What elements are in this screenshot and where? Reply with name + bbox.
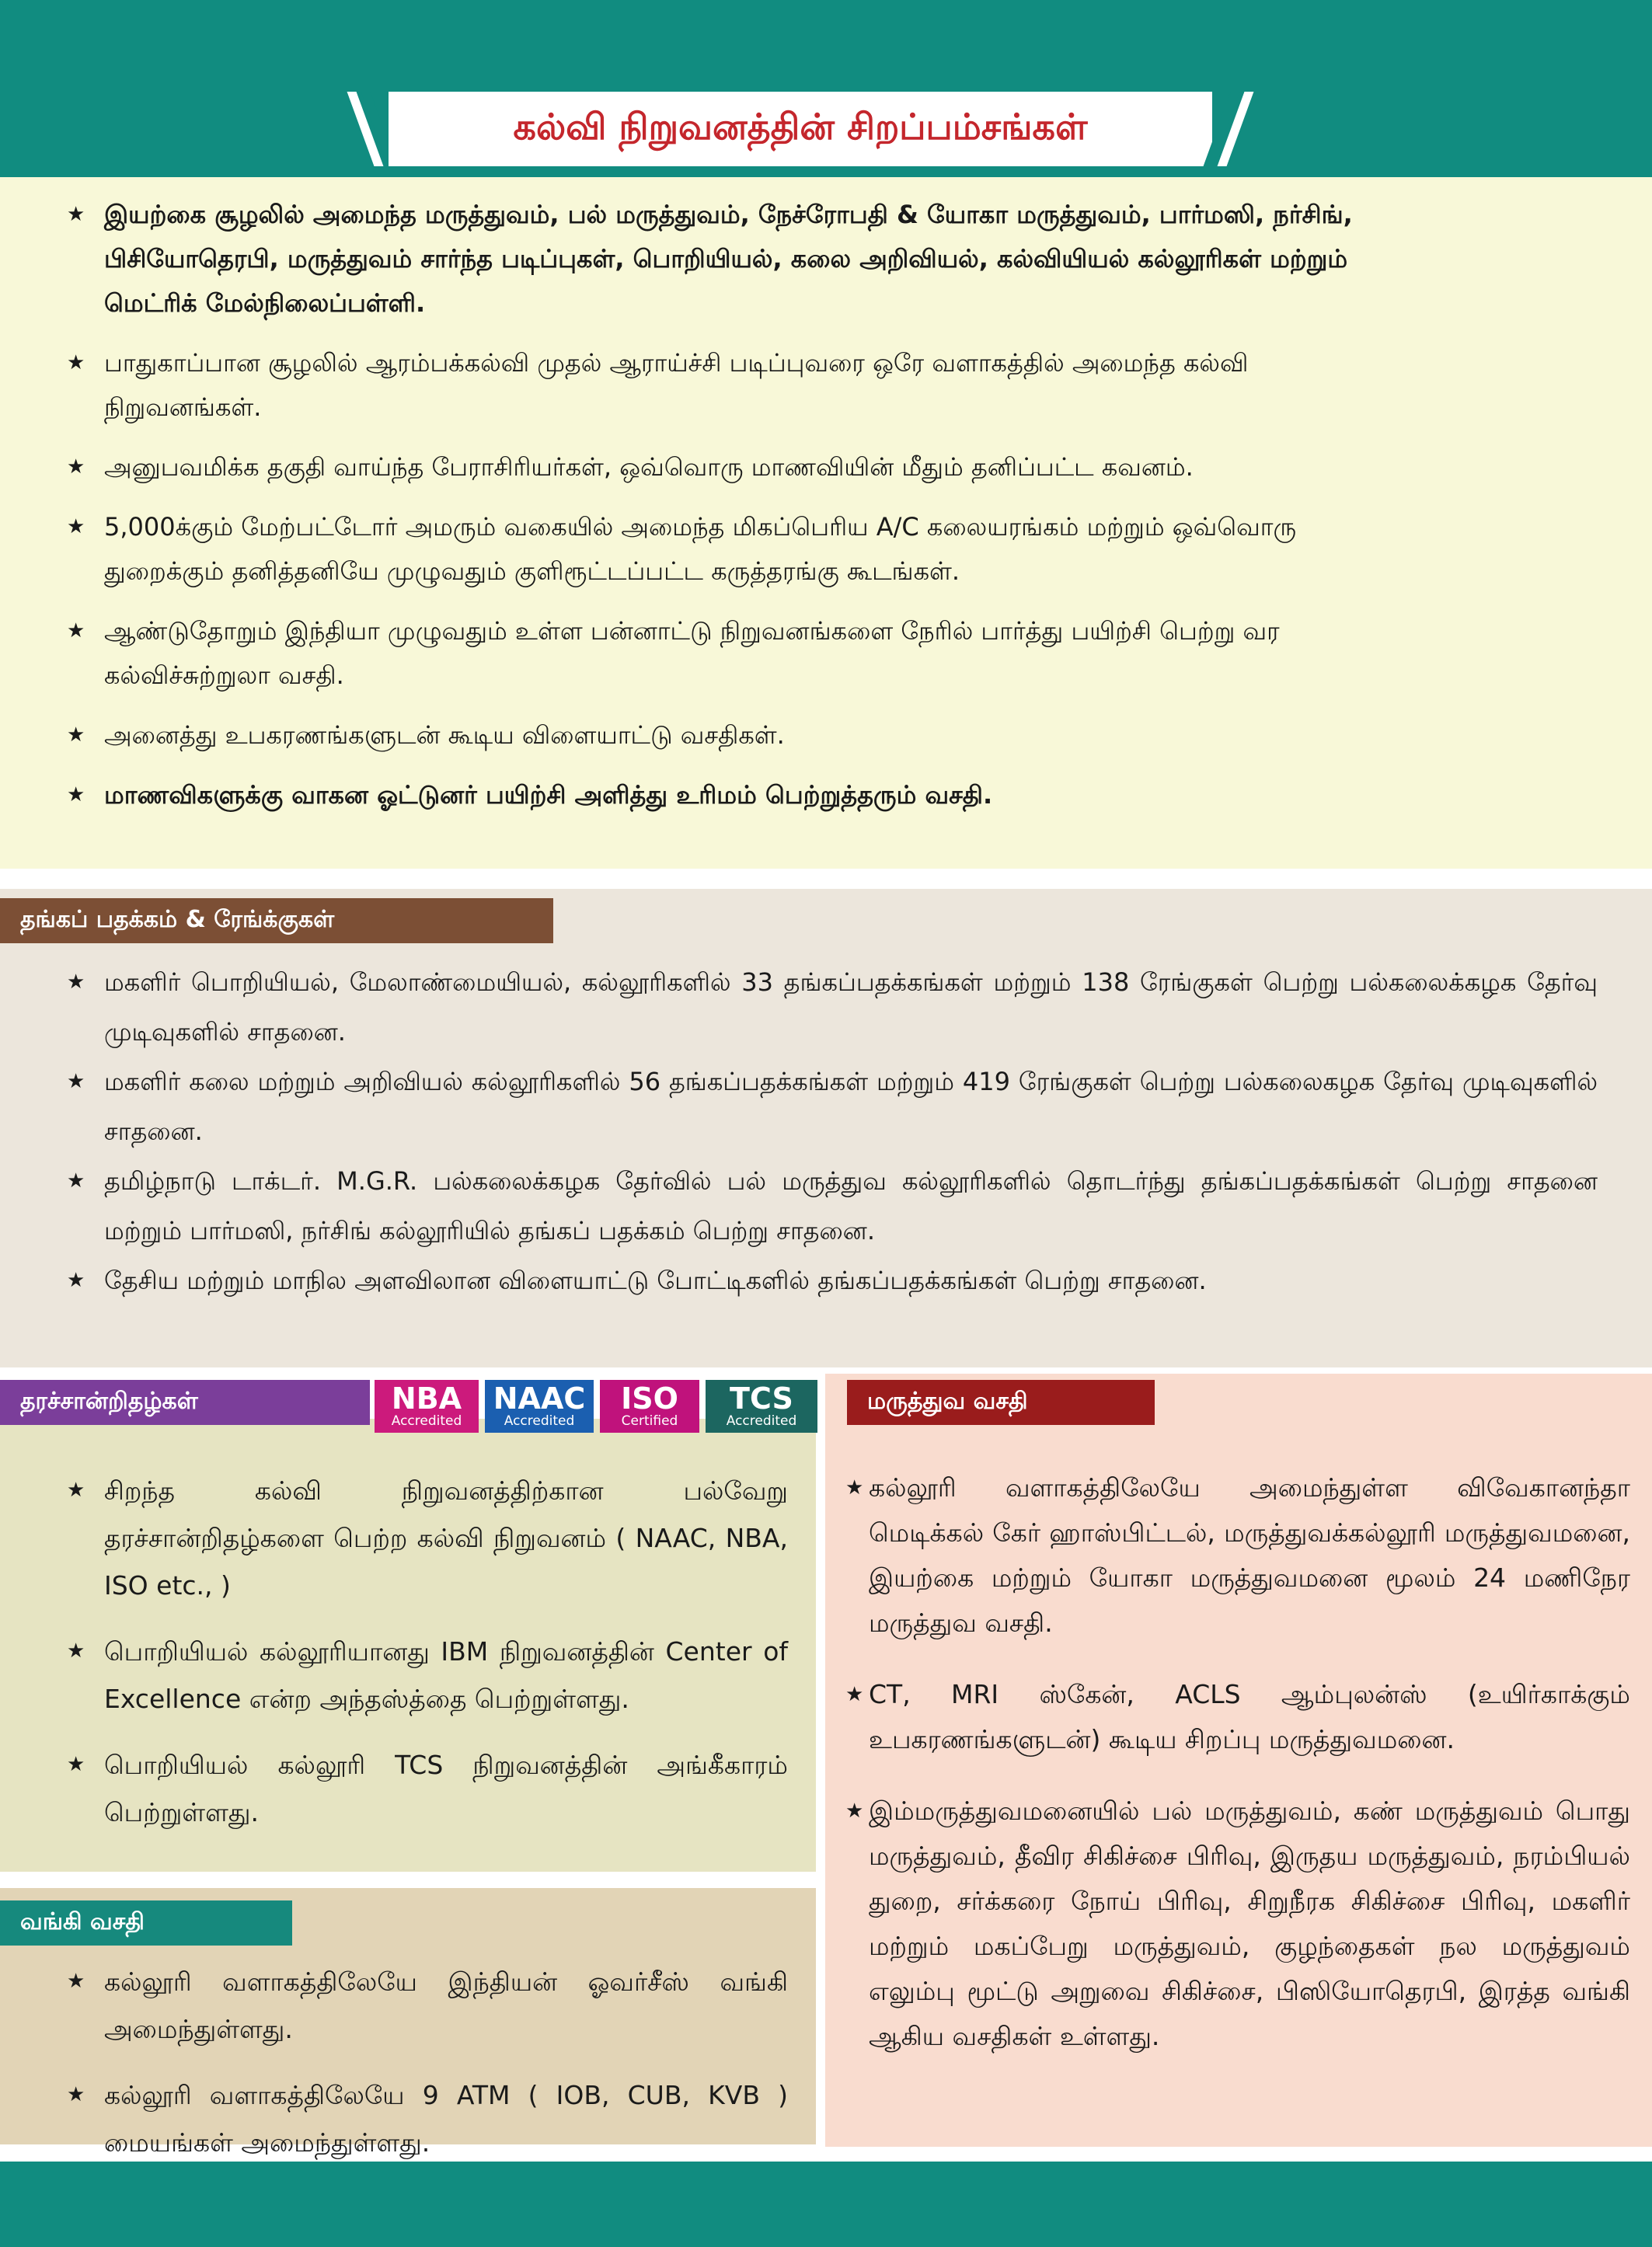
feature-text: ஆண்டுதோறும் இந்தியா முழுவதும் உள்ள பன்னாட்டு நிறுவனங்களை நேரில் பார்த்து பயிற்சி பெற்று வர கல்விச்சுற்றுலா வசதி. (104, 616, 1280, 690)
list-item (67, 1256, 1598, 1305)
bank-text: கல்லூரி வளாகத்திலேயே 9 ATM ( IOB, CUB, KVB ) மையங்கள் அமைந்துள்ளது. (104, 2080, 788, 2158)
nba-badge: NBA Accredited (375, 1380, 479, 1433)
title-box (389, 92, 1212, 166)
star-bullet-icon: ★ (845, 1799, 864, 1823)
list-item (67, 1467, 788, 1609)
bank-list (67, 1958, 788, 2185)
feature-text: இயற்கை சூழலில் அமைந்த மருத்துவம், பல் மருத்துவம், நேச்ரோபதி & யோகா மருத்துவம், பார்மஸி, நர்சிங், பிசியோதெரபி, மருத்துவம் சார்ந்த படிப்புகள், பொறியியல், கலை அறிவியல், கல்வியியல் கல்லூரிகள் மற்றும் மெட்ரிக் மேல்நிலைப்பள்ளி. (104, 200, 1353, 318)
star-bullet-icon: ★ (67, 783, 85, 806)
list-item (67, 957, 1598, 1057)
medical-text: இம்மருத்துவமனையில் பல் மருத்துவம், கண் மருத்துவம் பொது மருத்துவம், தீவிர சிகிச்சை பிரிவு, இருதய மருத்துவம், நரம்பியல் துறை, சர்க்கரை நோய் பிரிவு, சிறுநீரக சிகிச்சை பிரிவு, மகளிர் மற்றும் மகப்பேறு மருத்துவம், குழந்தைகள் நல மருத்துவம் எலும்பு மூட்டு அறுவை சிகிச்சை, பிஸியோதெரபி, இரத்த வங்கி ஆகிய வசதிகள் உள்ளது. (869, 1796, 1630, 2051)
feature-text: அனுபவமிக்க தகுதி வாய்ந்த பேராசிரியர்கள், ஒவ்வொரு மாணவியின் மீதும் தனிப்பட்ட கவனம். (104, 452, 1194, 482)
star-bullet-icon: ★ (67, 1753, 85, 1776)
cert-text: பொறியியல் கல்லூரி TCS நிறுவனத்தின் அங்கீகாரம் பெற்றுள்ளது. (104, 1750, 788, 1827)
star-bullet-icon: ★ (67, 619, 85, 643)
tcs-badge: TCS Accredited (706, 1380, 817, 1433)
feature-text: அனைத்து உபகரணங்களுடன் கூடிய விளையாட்டு வசதிகள். (104, 720, 785, 750)
star-bullet-icon: ★ (67, 455, 85, 479)
list-item (67, 1156, 1598, 1256)
star-bullet-icon: ★ (67, 203, 85, 226)
star-bullet-icon: ★ (67, 1070, 85, 1093)
features-list (67, 193, 1388, 833)
list-item (845, 1465, 1630, 1646)
list-item (67, 1057, 1598, 1156)
gold-list (67, 957, 1598, 1305)
list-item (67, 2071, 788, 2166)
list-item (67, 445, 1388, 489)
star-bullet-icon: ★ (67, 2083, 85, 2106)
feature-text: 5,000க்கும் மேற்பட்டோர் அமரும் வகையில் அமைந்த மிகப்பெரிய A/C கலையரங்கம் மற்றும் ஒவ்வொரு துறைக்கும் தனித்தனியே முழுவதும் குளிரூட்டப்பட்ட கருத்தரங்கு கூடங்கள். (104, 512, 1297, 586)
medical-text: கல்லூரி வளாகத்திலேயே அமைந்துள்ள விவேகானந்தா மெடிக்கல் கேர் ஹாஸ்பிட்டல், மருத்துவக்கல்லூரி மருத்துவமனை, இயற்கை மற்றும் யோகா மருத்துவமனை மூலம் 24 மணிநேர மருத்துவ வசதி. (869, 1472, 1630, 1638)
gold-text: தமிழ்நாடு டாக்டர். M.G.R. பல்கலைக்கழக தேர்வில் பல் மருத்துவ கல்லூரிகளில் தொடர்ந்து தங்கப்பதக்கங்கள் பெற்று சாதனை மற்றும் பார்மஸி, நர்சிங் கல்லூரியில் தங்கப் பதக்கம் பெற்று சாதனை. (104, 1166, 1598, 1245)
certs-heading: தரச்சான்றிதழ்கள் (0, 1380, 370, 1425)
list-item (845, 1789, 1630, 2059)
cert-text: சிறந்த கல்வி நிறுவனத்திற்கான பல்வேறு தரச்சான்றிதழ்களை பெற்ற கல்வி நிறுவனம் ( NAAC, NBA, ISO etc., ) (104, 1475, 788, 1601)
star-bullet-icon: ★ (67, 1479, 85, 1502)
medical-text: CT, MRI ஸ்கேன், ACLS ஆம்புலன்ஸ் (உயிர்காக்கும் உபகரணங்களுடன்) கூடிய சிறப்பு மருத்துவமனை. (869, 1679, 1630, 1754)
star-bullet-icon: ★ (67, 351, 85, 374)
star-bullet-icon: ★ (67, 1970, 85, 1993)
list-item (67, 341, 1388, 430)
certs-list (67, 1467, 788, 1855)
star-bullet-icon: ★ (67, 970, 85, 994)
star-bullet-icon: ★ (67, 515, 85, 538)
gold-text: தேசிய மற்றும் மாநில அளவிலான விளையாட்டு போட்டிகளில் தங்கப்பதக்கங்கள் பெற்று சாதனை. (104, 1266, 1207, 1295)
list-item (67, 1741, 788, 1836)
gold-text: மகளிர் கலை மற்றும் அறிவியல் கல்லூரிகளில் 56 தங்கப்பதக்கங்கள் மற்றும் 419 ரேங்குகள் பெற்று பல்கலைகழக தேர்வு முடிவுகளில் சாதனை. (104, 1067, 1598, 1146)
feature-text: பாதுகாப்பான சூழலில் ஆரம்பக்கல்வி முதல் ஆராய்ச்சி படிப்புவரை ஒரே வளாகத்தில் அமைந்த கல்வி நிறுவனங்கள். (104, 348, 1249, 422)
list-item (67, 505, 1388, 594)
list-item (67, 773, 1388, 817)
gold-text: மகளிர் பொறியியல், மேலாண்மையியல், கல்லூரிகளில் 33 தங்கப்பதக்கங்கள் மற்றும் 138 ரேங்குகள் பெற்று பல்கலைக்கழக தேர்வு முடிவுகளில் சாதனை. (104, 967, 1598, 1047)
medical-list (845, 1465, 1630, 2085)
feature-text: மாணவிகளுக்கு வாகன ஓட்டுனர் பயிற்சி அளித்து உரிமம் பெற்றுத்தரும் வசதி. (104, 780, 993, 810)
bank-text: கல்லூரி வளாகத்திலேயே இந்தியன் ஓவர்சீஸ் வங்கி அமைந்துள்ளது. (104, 1967, 788, 2044)
list-item (67, 193, 1388, 326)
medical-heading: மருத்துவ வசதி (847, 1380, 1155, 1425)
iso-badge: ISO Certified (600, 1380, 699, 1433)
bank-heading: வங்கி வசதி (0, 1900, 292, 1946)
list-item (67, 713, 1388, 758)
cert-text: பொறியியல் கல்லூரியானது IBM நிறுவனத்தின் Center of Excellence என்ற அந்தஸ்த்தை பெற்றுள்ளது. (104, 1636, 788, 1714)
list-item (67, 609, 1388, 698)
title-banner (365, 92, 1236, 166)
list-item (845, 1672, 1630, 1762)
star-bullet-icon: ★ (67, 723, 85, 747)
accreditation-badges (375, 1380, 817, 1433)
gold-heading: தங்கப் பதக்கம் & ரேங்க்குகள் (0, 898, 553, 943)
list-item (67, 1958, 788, 2053)
star-bullet-icon: ★ (845, 1683, 864, 1706)
list-item (67, 1628, 788, 1723)
star-bullet-icon: ★ (67, 1269, 85, 1292)
footer-band (0, 2162, 1652, 2247)
star-bullet-icon: ★ (67, 1639, 85, 1663)
star-bullet-icon: ★ (845, 1476, 864, 1500)
naac-badge: NAAC Accredited (485, 1380, 594, 1433)
page-title: கல்வி நிறுவனத்தின் சிறப்பம்சங்கள் (513, 105, 1088, 148)
star-bullet-icon: ★ (67, 1169, 85, 1193)
